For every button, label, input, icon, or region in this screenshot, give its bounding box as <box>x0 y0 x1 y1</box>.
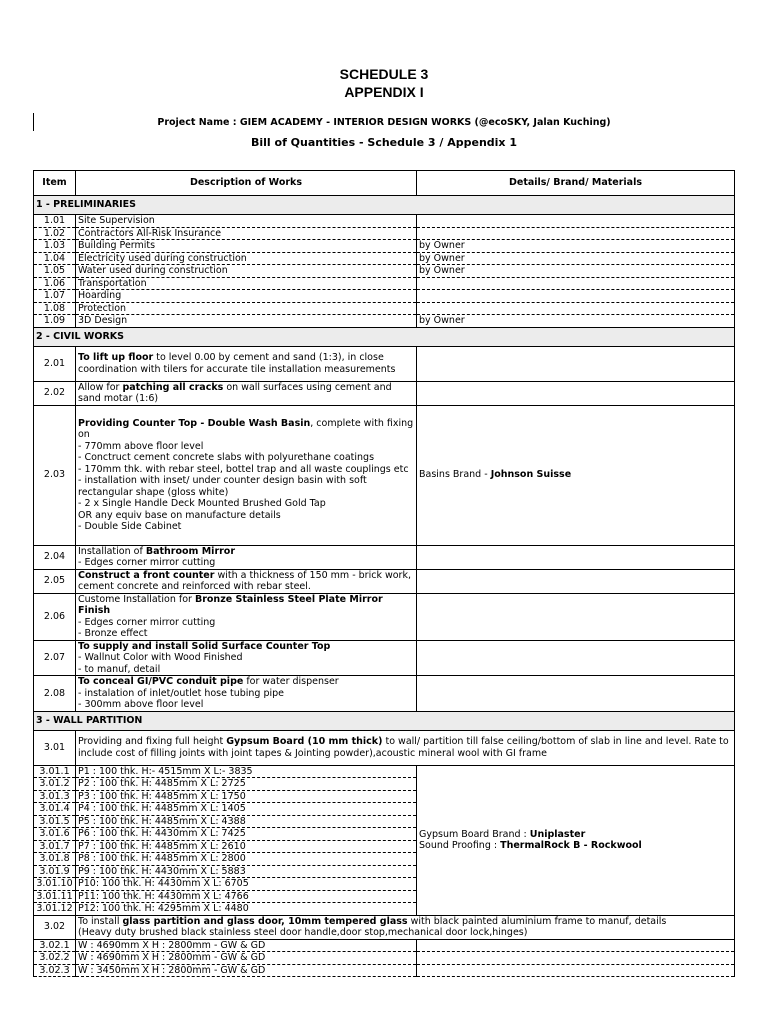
desc-text: on wall surfaces using cement and sand motar (1:6) <box>78 381 392 404</box>
desc-text: Custome Installation for <box>78 593 195 605</box>
item-number: 3.01 <box>34 730 76 765</box>
item-details <box>417 302 735 315</box>
item-description: P9 : 100 thk. H: 4430mm X L: 5883 <box>76 865 417 878</box>
details-text: Sound Proofing : <box>419 840 501 851</box>
item-description: P4 : 100 thk. H: 4485mm X L: 1405 <box>76 803 417 816</box>
table-row <box>34 215 735 228</box>
item-number: 2.04 <box>34 545 76 569</box>
desc-line: - 170mm thk. with rebar steel, bottel trap and all waste couplings etc <box>78 463 409 475</box>
table-row <box>34 765 735 778</box>
item-description: Water used during construction <box>76 265 417 278</box>
item-number: 2.06 <box>34 593 76 640</box>
table-row <box>34 676 735 712</box>
item-details: by Owner <box>417 240 735 253</box>
item-number: 1.02 <box>34 227 76 240</box>
desc-bold: Gypsum Board (10 mm thick) <box>226 736 383 747</box>
desc-line: - Wallnut Color with Wood Finished <box>78 652 243 663</box>
section-wall-partition: 3 - WALL PARTITION <box>34 711 735 730</box>
boq-table <box>33 170 735 977</box>
item-description: Electricity used during construction <box>76 252 417 265</box>
desc-text: with black painted aluminium frame to manuf, details <box>407 915 667 927</box>
desc-line: OR any equiv base on manufacture details <box>78 509 281 521</box>
gypsum-brand: Uniplaster <box>529 828 586 840</box>
desc-bold: To lift up floor <box>78 352 154 363</box>
table-row <box>34 640 735 676</box>
table-row <box>34 939 735 952</box>
item-details <box>417 676 735 712</box>
desc-text: with a thickness of 150 mm - brick work, cement concrete and reinforced with rebar steel. <box>78 569 411 592</box>
desc-line: - Edges corner mirror cutting <box>78 616 216 628</box>
details-brand: Johnson Suisse <box>490 469 572 481</box>
table-row <box>34 346 735 381</box>
item-number: 1.06 <box>34 277 76 290</box>
table-header-row <box>34 171 735 196</box>
item-description: P5 : 100 thk. H: 4485mm X L: 4388 <box>76 815 417 828</box>
item-number: 3.01.6 <box>34 828 76 841</box>
item-description <box>76 730 735 765</box>
section-row <box>34 711 735 730</box>
desc-line: - Conctruct cement concrete slabs with polyurethane coatings <box>78 452 375 463</box>
section-civil-works: 2 - CIVIL WORKS <box>34 327 735 346</box>
item-number: 3.01.10 <box>34 878 76 891</box>
item-number: 1.04 <box>34 252 76 265</box>
table-row <box>34 405 735 545</box>
table-row <box>34 290 735 303</box>
table-row <box>34 302 735 315</box>
item-number: 1.08 <box>34 302 76 315</box>
desc-line: - 300mm above floor level <box>78 699 204 710</box>
item-description: W : 3450mm X H : 2800mm - GW & GD <box>76 964 417 977</box>
desc-bold: To supply and install Solid Surface Counter Top <box>78 640 331 652</box>
desc-bold: patching all cracks <box>122 381 224 393</box>
item-number: 3.02.3 <box>34 964 76 977</box>
table-row <box>34 240 735 253</box>
item-number: 1.03 <box>34 240 76 253</box>
item-number: 1.05 <box>34 265 76 278</box>
item-details <box>417 215 735 228</box>
desc-text: to wall/ partition till false ceiling/bottom of slab in line and level. Rate to include cost of filling joints with joint tapes & Jointing powder),acoustic mineral wool with GI frame <box>78 736 729 759</box>
desc-bold: Bathroom Mirror <box>145 545 236 557</box>
col-header-description: Description of Works <box>76 171 417 196</box>
desc-text: To install <box>78 915 123 927</box>
item-number: 2.02 <box>34 381 76 405</box>
section-row <box>34 196 735 215</box>
desc-line: - installation with inset/ under counter design basin with soft rectangular shape (gloss white) <box>78 475 367 498</box>
desc-line: - Double Side Cabinet <box>78 521 182 532</box>
table-row <box>34 915 735 939</box>
item-details <box>417 545 735 569</box>
item-number: 3.01.3 <box>34 790 76 803</box>
item-number: 3.02.1 <box>34 939 76 952</box>
item-description: Transportation <box>76 277 417 290</box>
table-row <box>34 730 735 765</box>
item-number: 3.01.1 <box>34 765 76 778</box>
desc-text: , complete with fixing on <box>78 417 414 440</box>
desc-bold: Providing Counter Top - Double Wash Basin <box>78 417 311 429</box>
table-row <box>34 381 735 405</box>
desc-text: Allow for <box>78 381 123 393</box>
desc-text: Installation of <box>78 545 146 557</box>
desc-line: - Bronze effect <box>78 628 148 639</box>
section-preliminaries: 1 - PRELIMINARIES <box>34 196 735 215</box>
desc-line: (Heavy duty brushed black stainless steel door handle,door stop,mechanical door lock,hinges) <box>78 927 528 938</box>
item-details <box>417 227 735 240</box>
item-details <box>417 381 735 405</box>
item-details <box>417 405 735 545</box>
item-details <box>417 593 735 640</box>
item-details: by Owner <box>417 265 735 278</box>
item-description: Protection <box>76 302 417 315</box>
soundproof-brand: ThermalRock B - Rockwool <box>500 840 642 851</box>
desc-line: - 770mm above floor level <box>78 440 204 452</box>
desc-bold: Bronze Stainless Steel Plate Mirror Finish <box>78 593 383 616</box>
item-description <box>76 593 417 640</box>
item-description: Building Permits <box>76 240 417 253</box>
item-number: 3.01.5 <box>34 815 76 828</box>
item-description: 3D Design <box>76 315 417 328</box>
item-number: 1.01 <box>34 215 76 228</box>
item-number: 1.09 <box>34 315 76 328</box>
table-row <box>34 952 735 965</box>
details-text: Gypsum Board Brand : <box>419 828 530 840</box>
col-header-item: Item <box>34 171 76 196</box>
table-row <box>34 227 735 240</box>
table-row <box>34 252 735 265</box>
table-row <box>34 315 735 328</box>
project-name: Project Name : GIEM ACADEMY - INTERIOR DESIGN WORKS (@ecoSKY, Jalan Kuching) <box>157 117 611 128</box>
desc-line: - 2 x Single Handle Deck Mounted Brushed Gold Tap <box>78 498 326 509</box>
item-number: 3.01.12 <box>34 903 76 916</box>
item-description <box>76 915 735 939</box>
item-description: Hoarding <box>76 290 417 303</box>
schedule-title: SCHEDULE 3 <box>339 66 429 82</box>
item-details <box>417 290 735 303</box>
item-number: 3.01.2 <box>34 778 76 791</box>
item-description: P6 : 100 thk. H: 4430mm X L: 7425 <box>76 828 417 841</box>
item-details <box>417 346 735 381</box>
table-row <box>34 964 735 977</box>
table-row <box>34 277 735 290</box>
item-description <box>76 346 417 381</box>
item-number: 1.07 <box>34 290 76 303</box>
item-description: Contractors All-Risk Insurance <box>76 227 417 240</box>
item-number: 2.08 <box>34 676 76 712</box>
item-number: 3.01.4 <box>34 803 76 816</box>
item-description: P1 : 100 thk. H:- 4515mm X L:- 3835 <box>76 765 417 778</box>
item-number: 2.01 <box>34 346 76 381</box>
table-row <box>34 569 735 593</box>
item-description: W : 4690mm X H : 2800mm - GW & GD <box>76 939 417 952</box>
item-description: P8 : 100 thk. H: 4485mm X L: 2800 <box>76 853 417 866</box>
desc-text: Providing and fixing full height <box>78 736 227 747</box>
desc-bold: To conceal GI/PVC conduit pipe <box>78 676 244 687</box>
desc-bold: glass partition and glass door, 10mm tempered glass <box>122 915 408 927</box>
item-description: W : 4690mm X H : 2800mm - GW & GD <box>76 952 417 965</box>
table-row <box>34 593 735 640</box>
item-details <box>417 640 735 676</box>
item-description: Site Supervision <box>76 215 417 228</box>
item-description <box>76 381 417 405</box>
item-description <box>76 405 417 545</box>
details-text: Basins Brand - <box>419 469 491 481</box>
item-details <box>417 939 735 952</box>
item-description: P3 : 100 thk. H: 4485mm X L: 1750 <box>76 790 417 803</box>
item-number: 3.01.11 <box>34 890 76 903</box>
desc-line: - to manuf, detail <box>78 663 161 675</box>
item-description: P11: 100 thk. H: 4430mm X L: 4766 <box>76 890 417 903</box>
boq-title: Bill of Quantities - Schedule 3 / Appendix 1 <box>250 136 518 149</box>
item-details: by Owner <box>417 252 735 265</box>
section-row <box>34 327 735 346</box>
item-description <box>76 676 417 712</box>
item-description <box>76 569 417 593</box>
desc-text: for water dispenser <box>243 676 339 687</box>
item-number: 3.01.8 <box>34 853 76 866</box>
desc-line: - instalation of inlet/outlet hose tubing pipe <box>78 687 284 699</box>
item-number: 2.05 <box>34 569 76 593</box>
desc-bold: Construct a front counter <box>78 569 215 581</box>
item-details <box>417 569 735 593</box>
appendix-title: APPENDIX I <box>344 84 424 100</box>
desc-line: - Edges corner mirror cutting <box>78 557 216 568</box>
col-header-details: Details/ Brand/ Materials <box>417 171 735 196</box>
item-details <box>417 964 735 977</box>
desc-text: to level 0.00 by cement and sand (1:3), in close coordination with tilers for accurate tile installation measurements <box>78 352 396 375</box>
item-details: by Owner <box>417 315 735 328</box>
table-row <box>34 265 735 278</box>
item-number: 3.01.9 <box>34 865 76 878</box>
table-row <box>34 545 735 569</box>
item-description <box>76 545 417 569</box>
item-number: 2.03 <box>34 405 76 545</box>
item-description: P2 : 100 thk. H: 4485mm X L: 2725 <box>76 778 417 791</box>
item-number: 3.02 <box>34 915 76 939</box>
item-details <box>417 277 735 290</box>
item-description: P7 : 100 thk. H: 4485mm X L: 2610 <box>76 840 417 853</box>
partition-materials <box>417 765 735 915</box>
item-description <box>76 640 417 676</box>
item-number: 2.07 <box>34 640 76 676</box>
item-description: P10: 100 thk. H: 4430mm X L: 6705 <box>76 878 417 891</box>
item-number: 3.02.2 <box>34 952 76 965</box>
item-number: 3.01.7 <box>34 840 76 853</box>
item-details <box>417 952 735 965</box>
item-description: P12: 100 thk. H: 4295mm X L: 4480 <box>76 903 417 916</box>
